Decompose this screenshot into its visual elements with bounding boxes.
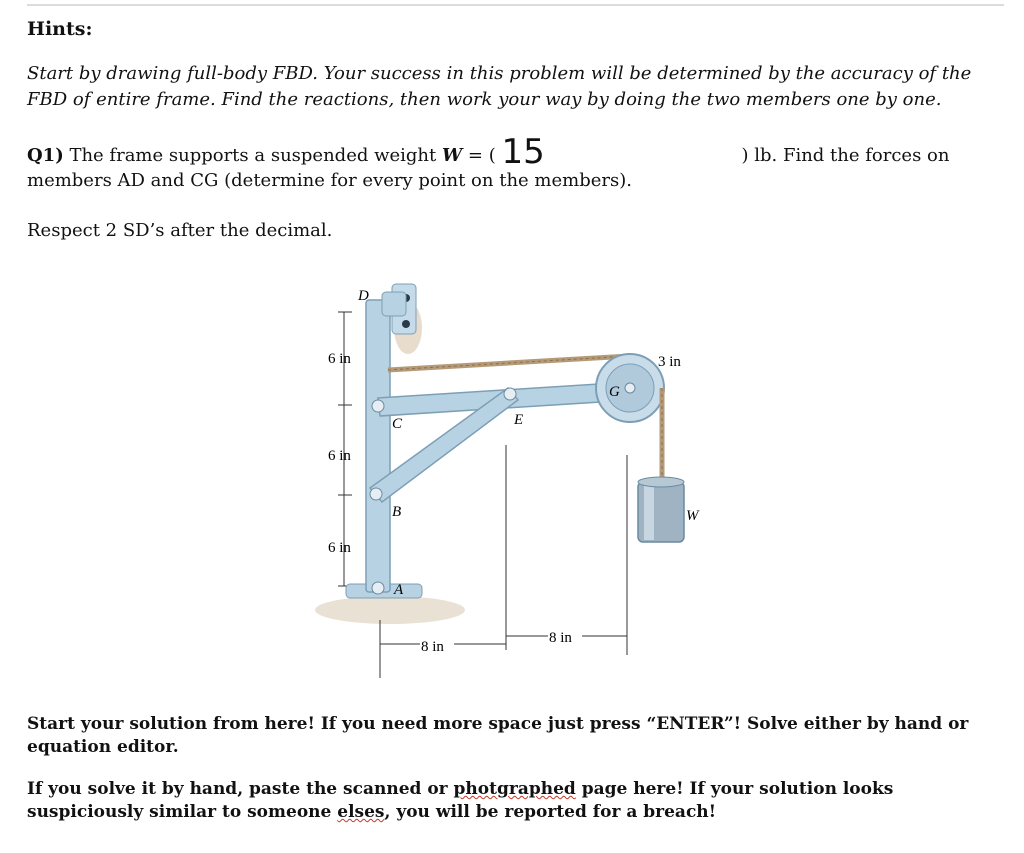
solution-line-2-part-c: , you will be reported for a breach! (384, 802, 717, 822)
ground-shadow (315, 596, 465, 624)
rope-texture (388, 356, 630, 370)
pin-b (370, 488, 382, 500)
solution-line-2-part-b: page here! If your solution looks suspiciously similar to someone (27, 779, 894, 822)
label-w: W (686, 508, 699, 524)
label-e: E (514, 412, 524, 428)
solution-line-1: Start your solution from here! If you need more space just press “ENTER”! Solve either by hand or equation editor. (27, 714, 969, 757)
frame-diagram (300, 270, 720, 680)
frame-figure (300, 270, 720, 680)
pin-g (625, 383, 635, 393)
horizontal-dimensions (380, 445, 627, 678)
weight-symbol: W (441, 145, 463, 166)
pin-c (372, 400, 384, 412)
weight-top (638, 477, 684, 487)
question-line2: members AD and CG (determine for every point on the members). (27, 170, 632, 191)
weight-highlight (644, 484, 654, 540)
misspelled-word-photgraphed: photgraphed (453, 779, 576, 799)
solution-line-2 (27, 778, 1002, 824)
question-label: Q1) (27, 145, 64, 166)
question-text-before: The frame supports a suspended weight (63, 145, 442, 166)
solution-instructions (27, 713, 1002, 843)
dim-6in-middle: 6 in (328, 448, 351, 464)
dim-3in: 3 in (658, 354, 681, 370)
top-divider (27, 4, 1004, 6)
member-ad (366, 300, 390, 592)
equals-open: = ( (462, 145, 502, 166)
dim-8in-left: 8 in (421, 639, 444, 655)
hints-heading: Hints: (27, 18, 93, 40)
label-b: B (392, 504, 402, 520)
pin-e (504, 388, 516, 400)
weight-value: 15 (501, 132, 545, 172)
weight-input-field[interactable] (501, 132, 741, 172)
label-g: G (609, 384, 620, 400)
pin-a (372, 582, 384, 594)
dim-6in-bottom: 6 in (328, 540, 351, 556)
pin-d-link (382, 292, 406, 316)
bracket-bolt-bottom (402, 320, 410, 328)
precision-note: Respect 2 SD’s after the decimal. (27, 220, 333, 241)
question-text-after: ) lb. Find the forces on (741, 145, 950, 166)
question-text (27, 132, 1012, 193)
hints-text: Start by drawing full-body FBD. Your success in this problem will be determined by the accuracy of the FBD of entire frame. Find the reactions, then work your way by doing the two members one by one. (27, 63, 972, 110)
label-d: D (358, 288, 369, 304)
label-c: C (392, 416, 403, 432)
solution-line-2-part-a: If you solve it by hand, paste the scanned or (27, 779, 454, 799)
dim-6in-top: 6 in (328, 351, 351, 367)
dim-8in-right: 8 in (549, 630, 572, 646)
misspelled-word-elses: elses (337, 802, 385, 822)
label-a: A (394, 582, 404, 598)
